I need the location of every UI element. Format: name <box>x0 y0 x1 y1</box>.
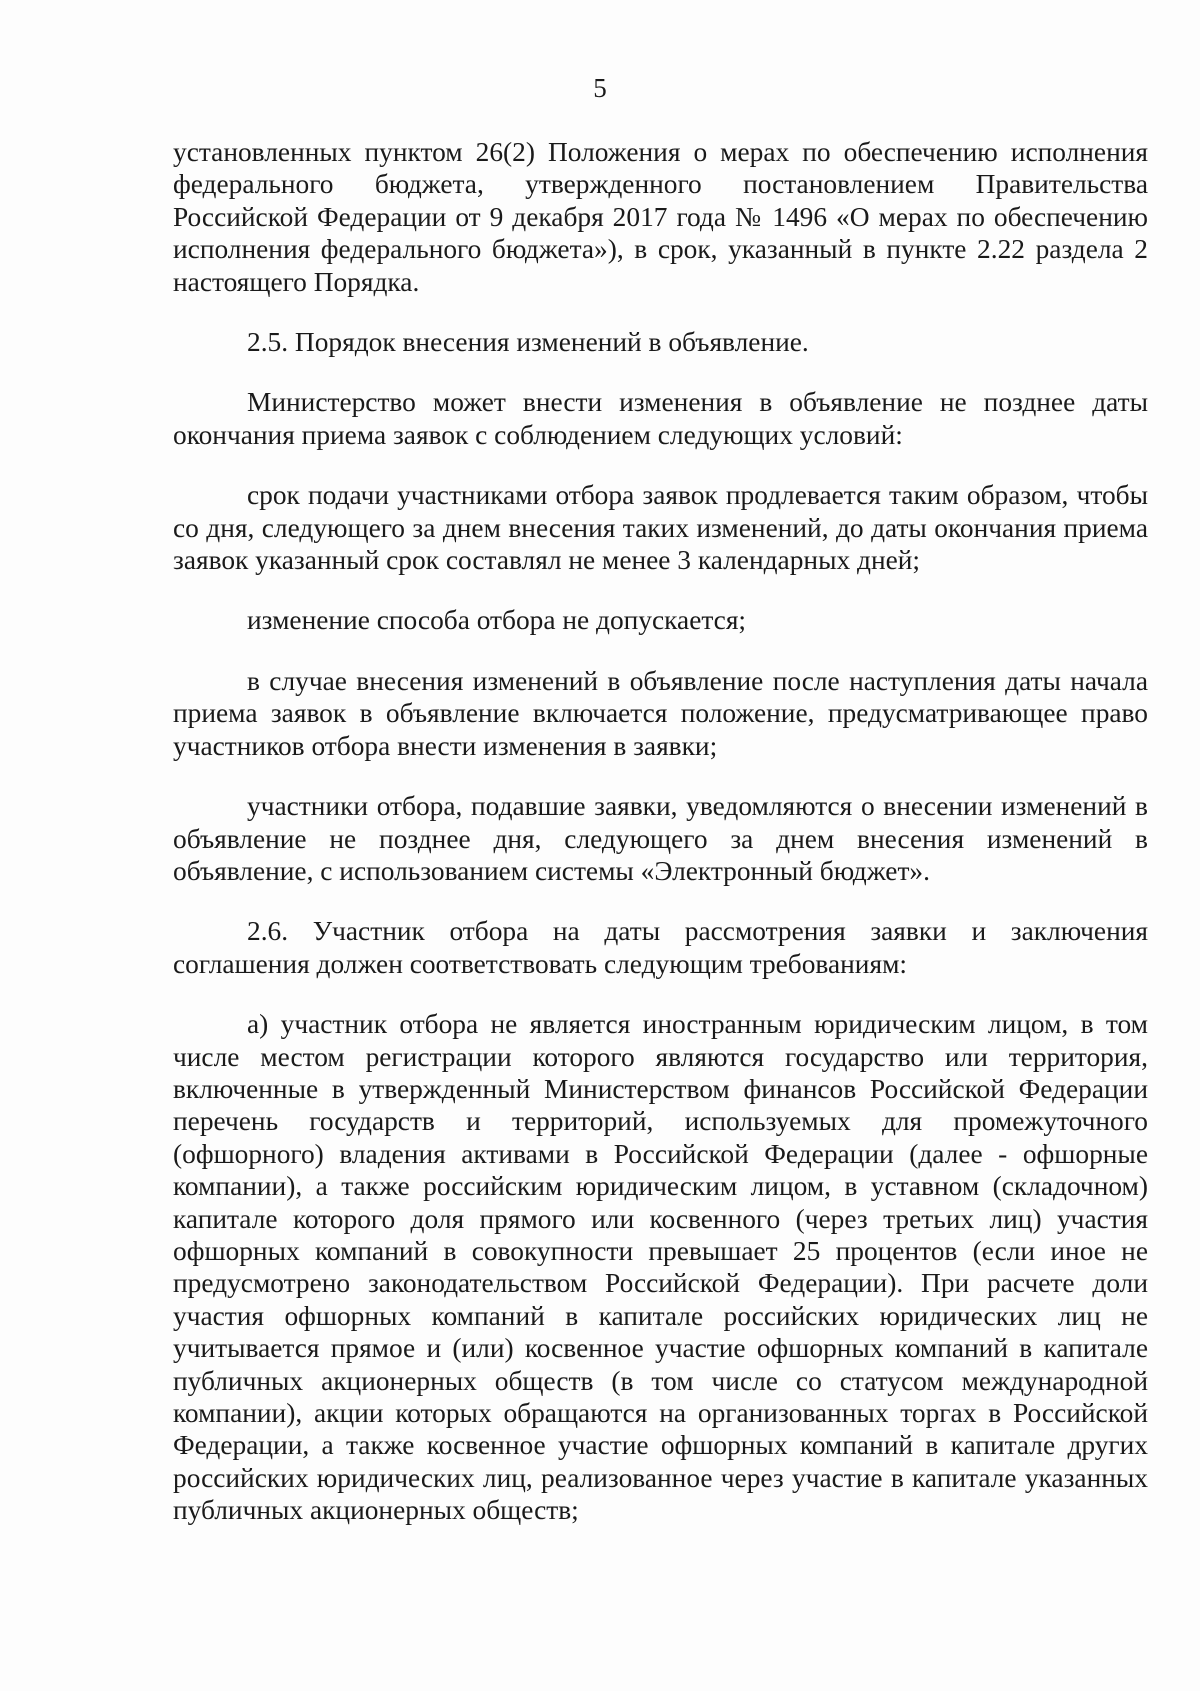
section-heading-2-5: 2.5. Порядок внесения изменений в объявление. <box>247 327 809 358</box>
paragraph-deadline-extension: срок подачи участниками отбора заявок продлевается таким образом, чтобы со дня, следующего за днем внесения таких изменений, до даты окончания приема заявок указанный срок составлял не менее 3 календарных дней; <box>173 480 1148 576</box>
paragraph-continuation: установленных пунктом 26(2) Положения о мерах по обеспечению исполнения федерального бюджета, утвержденного постановлением Правительства Российской Федерации от 9 декабря 2017 года № 1496 «О мерах по обеспечению исполнения федерального бюджета»), в срок, указанный в пункте 2.22 раздела 2 настоящего Порядка. <box>173 137 1148 297</box>
section-heading-2-6: 2.6. Участник отбора на даты рассмотрения заявки и заключения соглашения должен соответствовать следующим требованиям: <box>173 916 1148 979</box>
paragraph-notification: участники отбора, подавшие заявки, уведомляются о внесении изменений в объявление не позднее дня, следующего за днем внесения изменений в объявление, с использованием системы «Электронный бюджет». <box>173 791 1148 886</box>
paragraph-ministry-changes: Министерство может внести изменения в объявление не позднее даты окончания приема заявок с соблюдением следующих условий: <box>173 387 1148 450</box>
paragraph-requirement-a: а) участник отбора не является иностранным юридическим лицом, в том числе местом регистрации которого являются государство или территория, включенные в утвержденный Министерством финансов Российской Федерации перечень государств и территорий, используемых для промежуточного (офшорного) владения активами в Российской Федерации (далее - офшорные компании), а также российским юридическим лицом, в уставном (складочном) капитале которого доля прямого или косвенного (через третьих лиц) участия офшорных компаний в совокупности превышает 25 процентов (если иное не предусмотрено законодательством Российской Федерации). При расчете доли участия офшорных компаний в капитале российских юридических лиц не учитывается прямое и (или) косвенное участие офшорных компаний в капитале публичных акционерных обществ (в том числе со статусом международной компании), акции которых обращаются на организованных торгах в Российской Федерации, а также косвенное участие офшорных компаний в капитале других российских юридических лиц, реализованное через участие в капитале указанных публичных акционерных обществ; <box>173 1009 1148 1526</box>
page-number: 5 <box>593 73 607 103</box>
document-body <box>173 136 1148 1555</box>
paragraph-right-to-amend: в случае внесения изменений в объявление после наступления даты начала приема заявок в объявление включается положение, предусматривающее право участников отбора внести изменения в заявки; <box>173 665 1148 761</box>
paragraph-method-unchanged: изменение способа отбора не допускается; <box>247 605 747 636</box>
